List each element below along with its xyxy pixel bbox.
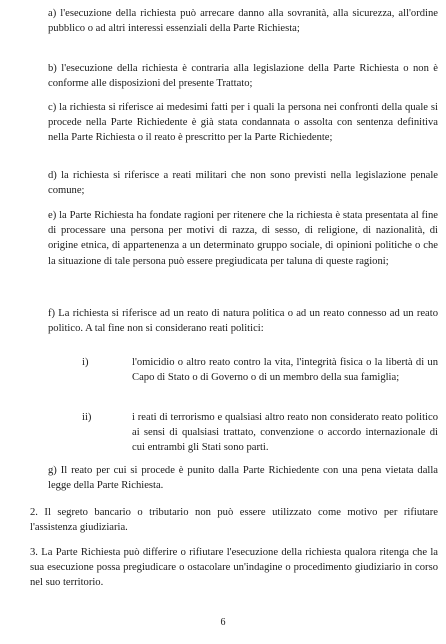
subitem-text: i reati di terrorismo e qualsiasi altro reato non considerato reato politico ai sensi di qualsiasi trattato, convenzione o accordo internazionale di cui entrambi gli Stati sono parti. — [132, 412, 438, 454]
paragraph-2: 2. Il segreto bancario o tributario non può essere utilizzato come motivo per rifiutare l'assistenza giudiziaria. — [30, 507, 438, 534]
item-f: f) La richiesta si riferisce ad un reato di natura politica o ad un reato connesso ad un reato politico. A tal fine non si considerano reati politici: — [48, 308, 438, 335]
item-e: e) la Parte Richiesta ha fondate ragioni per ritenere che la richiesta è stata presentata al fine di processare una persona per motivi di razza, di sesso, di religione, di nazionalità, di origine etnica, di appartenenza a un determinato gruppo sociale, di opinioni politiche o che la situazione di tale persona può essere pregiudicata per taluna di queste ragioni; — [48, 210, 438, 267]
item-a: a) l'esecuzione della richiesta può arrecare danno alla sovranità, alla sicurezza, all'ordine pubblico o ad altri interessi essenziali della Parte Richiesta; — [48, 8, 438, 35]
item-b: b) l'esecuzione della richiesta è contraria alla legislazione della Parte Richiesta o non è conforme alle disposizioni del presente Trattato; — [48, 63, 438, 90]
item-c: c) la richiesta si riferisce ai medesimi fatti per i quali la persona nei confronti della quale si procede nella Parte Richiedente è già stata condannata o assolta con sentenza definitiva nella Parte Richiesta o il reato è prescritto per la Parte Richiedente; — [48, 102, 438, 144]
subitem-marker: ii) — [82, 412, 92, 423]
page-number: 6 — [220, 617, 226, 628]
subitem-marker: i) — [82, 357, 89, 368]
item-d: d) la richiesta si riferisce a reati militari che non sono previsti nella legislazione penale comune; — [48, 170, 438, 197]
subitem-text: l'omicidio o altro reato contro la vita, l'integrità fisica o la libertà di un Capo di Stato o di Governo o di un membro della sua famiglia; — [132, 357, 438, 384]
item-g: g) Il reato per cui si procede è punito dalla Parte Richiedente con una pena vietata dalla legge della Parte Richiesta. — [48, 465, 438, 492]
paragraph-3: 3. La Parte Richiesta può differire o rifiutare l'esecuzione della richiesta qualora ritenga che la sua esecuzione possa pregiudicare o ostacolare un'indagine o procedimento giudiziario in corso nel suo territorio. — [30, 547, 438, 589]
